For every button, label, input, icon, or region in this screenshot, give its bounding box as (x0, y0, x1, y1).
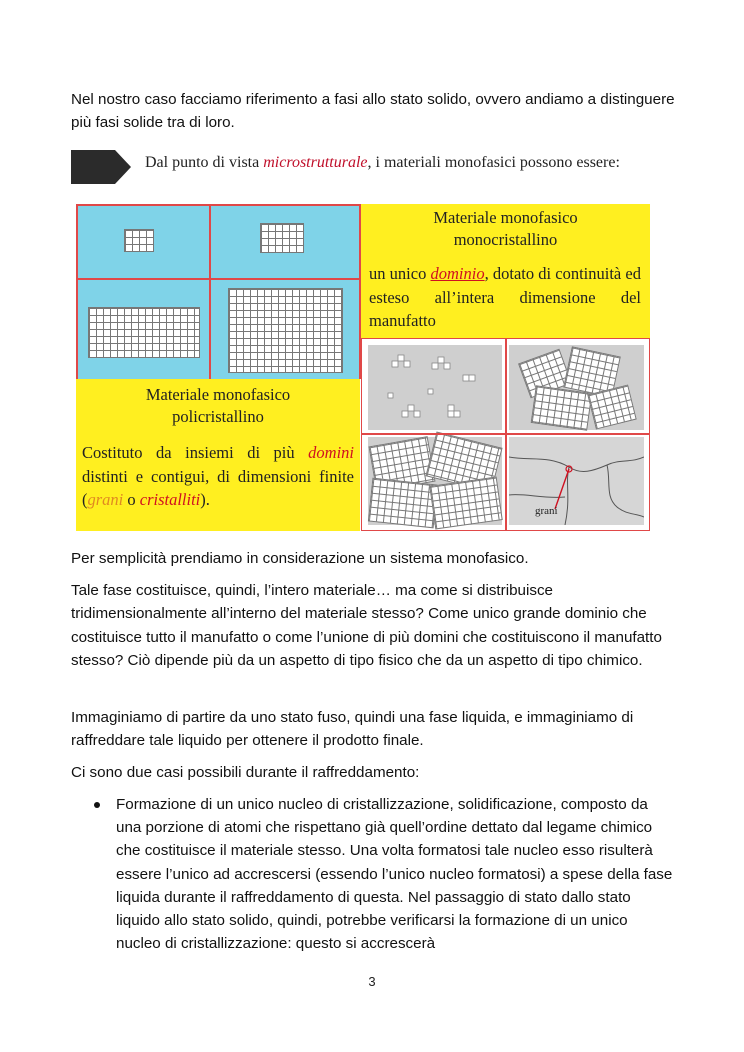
header-arrow-shape (71, 150, 131, 184)
crystal-growth-panel (76, 204, 360, 379)
monocrystalline-box (361, 204, 650, 338)
poly-text-mid2: o (123, 490, 140, 509)
poly-description (82, 441, 354, 512)
poly-text-pre: Costituto da insiemi di più (82, 443, 309, 462)
header-pre: Dal punto di vista (145, 154, 264, 171)
paragraph-cases: Ci sono due casi possibili durante il raffreddamento: (71, 764, 420, 781)
mono-text-post: , dotato di continuità ed esteso all’intera dimensione del manufatto (369, 264, 641, 330)
mono-description (369, 262, 641, 333)
mono-title-line1: Materiale monofasico (433, 208, 578, 227)
figure-header-text (145, 152, 645, 174)
grain-boundaries-drawing (509, 437, 644, 525)
mono-text-em: dominio (430, 264, 485, 283)
paragraph-simplicity: Per semplicità prendiamo in considerazione un sistema monofasico. (71, 550, 529, 567)
microstructure-figure (71, 147, 652, 533)
micrograph-nuclei (368, 345, 502, 430)
poly-title-line2: policristallino (172, 407, 264, 426)
lattice-full (228, 288, 343, 373)
grains-label: grani (535, 505, 558, 517)
paragraph-melt: Immaginiamo di partire da uno stato fuso, quindi una fase liquida, e immaginiamo di raffreddare tale liquido per ottenere il prodotto finale. (71, 709, 634, 750)
poly-text-em1: domini (308, 443, 354, 462)
lattice-small (124, 229, 154, 252)
lattice-medium (260, 223, 304, 253)
micrograph-grains (368, 437, 502, 525)
poly-text-mid: distinti e contigui, di dimensioni finite ( (82, 466, 354, 509)
top-border (76, 204, 360, 206)
grain-3 (368, 478, 438, 529)
poly-text-em2: grani (87, 490, 124, 509)
polycrystalline-box (76, 379, 360, 531)
mono-title-line2: monocristallino (453, 230, 558, 249)
poly-title-line1: Materiale monofasico (145, 385, 291, 404)
nuclei-drawing (368, 345, 502, 430)
micrograph-growth (509, 345, 644, 430)
cases-list (94, 793, 674, 955)
paragraph-distribution: Tale fase costituisce, quindi, l’intero materiale… ma come si distribuisce tridimensionalmente all’interno del materiale stesso? Come unico grande dominio che costituisce tutto il manufatto o come l’unione di più domini che costituiscono il manufatto stesso? Ciò dipende più da un aspetto di tipo fisico che da un aspetto di tipo chimico. (71, 582, 662, 669)
list-item (94, 793, 674, 955)
cyan-divider-horizontal (76, 278, 360, 280)
micrograph-boundaries (509, 437, 644, 525)
poly-text-post: ). (200, 490, 210, 509)
header-post: , i materiali monofasici possono essere: (367, 154, 620, 171)
lattice-large (88, 307, 200, 358)
poly-text-em3: cristalliti (139, 490, 201, 509)
micro-divider-horizontal (362, 433, 649, 435)
micrograph-panel (361, 338, 650, 531)
header-em: microstrutturale (263, 154, 368, 171)
grain-4 (429, 476, 502, 529)
cyan-divider-vertical (209, 204, 211, 379)
mono-text-pre: un unico (369, 264, 431, 283)
page-number: 3 (368, 974, 376, 989)
list-item-text: Formazione di un unico nucleo di cristallizzazione, solidificazione, composto da una porzione di atomi che rispettano già quell’ordine dettato dal legame chimico che costituisce il materiale stesso. Una volta formatosi tale nucleo esso risulterà essere l’unico ad accrescersi (essendo l’unico nucleo formatosi) a spese della fase liquida durante il raffreddamento di questa. Nel passaggio di stato dallo stato liquido allo stato solido, quindi, potrebbe verificarsi la formazione di un unico nucleo di cristallizzazione: questo si accrescerà (116, 796, 673, 953)
bullet-icon (94, 802, 100, 808)
left-border (76, 204, 78, 379)
paragraph-intro: Nel nostro caso facciamo riferimento a fasi allo stato solido, ovvero andiamo a distinguere più fasi solide tra di loro. (71, 91, 675, 132)
growth-cluster-3 (531, 385, 593, 431)
